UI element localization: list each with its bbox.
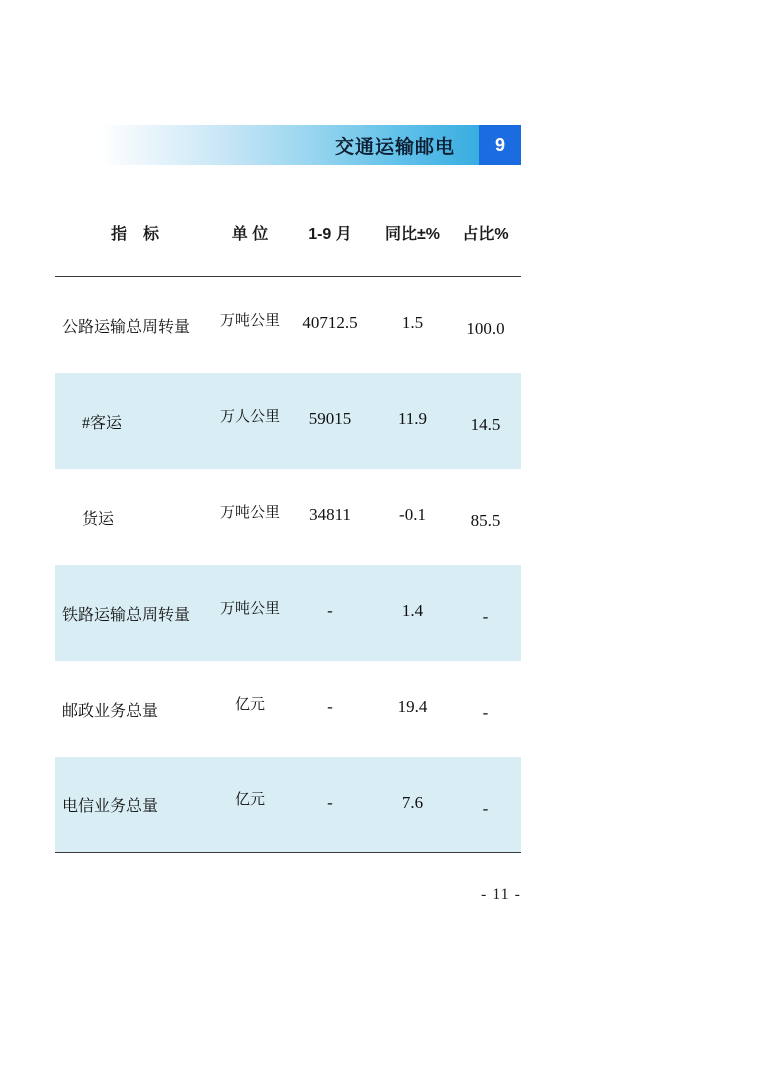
row-share-value: - [482,798,489,818]
row-yoy-value: 1.4 [401,601,424,620]
section-number-badge: 9 [479,125,521,165]
row-unit: 亿元 [234,696,265,713]
section-banner [100,125,521,165]
row-share-value: 14.5 [470,415,501,434]
row-yoy-value: 19.4 [397,697,428,716]
header-share: 占比% [462,226,509,243]
table-row [55,373,521,469]
table-row [55,565,521,661]
row-period-value: 59015 [308,409,352,428]
row-share-value: - [482,703,489,722]
row-share-value: - [482,607,489,626]
row-share-value: 85.5 [470,511,501,530]
table-row [55,277,521,373]
row-yoy-value: 11.9 [397,409,428,428]
row-period-value: 34811 [309,505,351,524]
row-yoy-value: 7.6 [401,792,424,812]
row-unit: 万人公里 [219,408,280,425]
section-title: 交通运输邮电 [334,136,455,158]
row-period-value: 40712.5 [302,313,358,332]
header-period: 1-9 月 [308,226,352,243]
statistics-table [55,195,521,853]
row-indicator: 公路运输总周转量 [62,318,191,336]
row-unit: 万吨公里 [219,600,280,617]
table-row [55,469,521,565]
table-row [55,757,521,853]
row-period-value: - [327,697,333,716]
banner-gradient-bar [100,125,479,165]
header-yoy: 同比±% [384,226,440,243]
page-number: - 11 - [480,886,521,903]
row-share-value: 100.0 [466,319,505,338]
row-indicator: 电信业务总量 [62,798,159,815]
table-body [55,277,521,853]
row-unit: 万吨公里 [219,312,280,329]
row-yoy-value: -0.1 [399,505,426,524]
table-row [55,661,521,757]
header-indicator: 指 标 [110,226,159,243]
row-indicator: 邮政业务总量 [62,702,159,720]
table-header-row [55,195,521,277]
row-unit: 亿元 [234,792,265,808]
row-indicator: 货运 [82,510,115,528]
header-unit: 单 位 [231,226,269,243]
row-period-value: - [327,601,333,620]
row-period-value: - [327,792,333,812]
row-indicator: #客运 [82,414,123,432]
row-unit: 万吨公里 [219,504,280,521]
row-indicator: 铁路运输总周转量 [62,606,191,624]
row-yoy-value: 1.5 [401,313,424,332]
